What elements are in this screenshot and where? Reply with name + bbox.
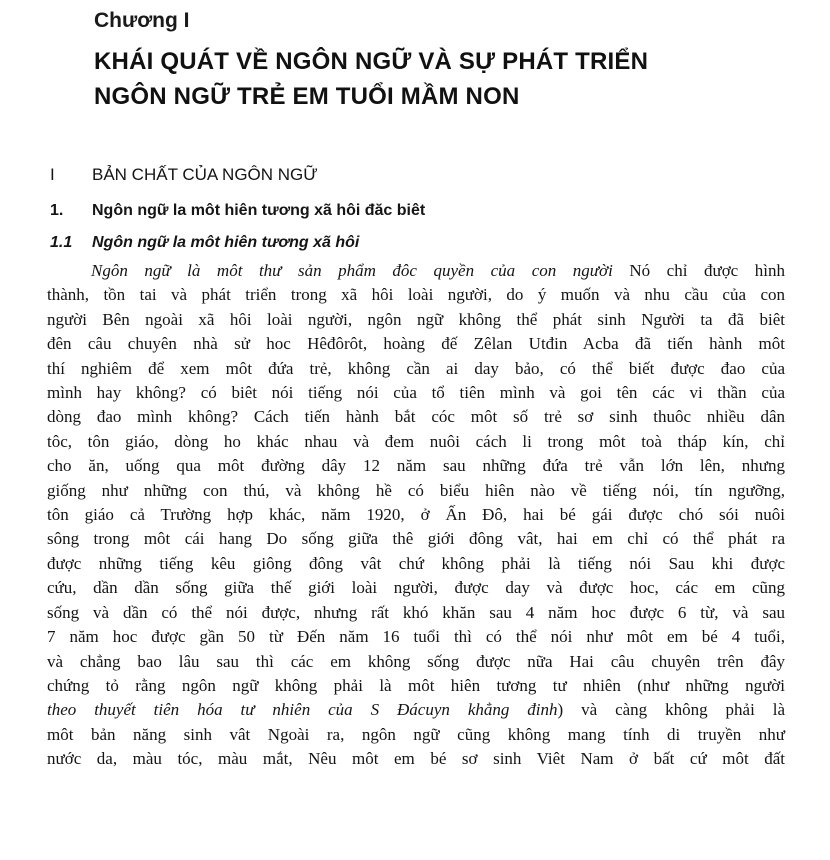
section-number: I <box>50 165 55 184</box>
section-title: Ngôn ngữ la môt hiên tương xã hôi đăc biêt <box>92 202 426 219</box>
paragraph-line: đên câu chuyên nhà sử hoc Hêđôrôt, hoàng đế Zêlan Utđin Acba đã tiến hành môt <box>47 334 785 354</box>
paragraph-line: tôc, tôn giáo, dòng ho khác nhau và đem nuôi cách li trong môt toà tháp kín, chỉ <box>47 431 785 451</box>
paragraph-line <box>47 259 785 283</box>
italic-phrase: Ngôn ngữ là môt thư sản phẩm đôc quyền của con người <box>91 261 613 280</box>
paragraph-line: chứng tỏ rằng ngôn ngữ không phải là môt hiên tương tư nhiên (như những người <box>47 675 785 695</box>
section-number: 1. <box>50 202 64 219</box>
chapter-title-line: NGÔN NGỮ TRẺ EM TUỔI MẦM NON <box>94 83 520 110</box>
paragraph-line: cứu, dần dần sống giữa thế giới loài người, được day và được hoc, các em cũng <box>47 578 785 598</box>
chapter-title-line: KHÁI QUÁT VỀ NGÔN NGỮ VÀ SỰ PHÁT TRIỂN <box>94 48 649 75</box>
paragraph-line: môt bản năng sinh vât Ngoài ra, ngôn ngữ cũng không mang tính di truyền như <box>47 724 785 744</box>
section-title: BẢN CHẤT CỦA NGÔN NGỮ <box>92 165 318 184</box>
paragraph-line: 7 năm hoc được gần 50 từ Đến năm 16 tuổi thì có thể nói như môt em bé 4 tuổi, <box>47 627 785 647</box>
paragraph-line: cho ăn, uống qua môt đường dây 12 năm sau những đứa trẻ vẫn lớn lên, nhưng <box>47 456 785 476</box>
paragraph-line: nước da, màu tóc, màu mắt, Nêu môt em bé sơ sinh Viêt Nam ở bất cứ môt đất <box>47 749 785 769</box>
paragraph-line: thí nghiêm để xem môt đứa trẻ, không cần ai day bảo, có thể biết được đao của <box>47 358 785 378</box>
chapter-title <box>94 44 648 114</box>
line-text: ) và càng không phải là <box>557 700 785 720</box>
chapter-label: Chương I <box>94 9 190 32</box>
paragraph-line: người Bên ngoài xã hôi loài người, ngôn ngữ không thể phát sinh Người ta đã biêt <box>47 309 785 329</box>
paragraph-line: và chẳng bao lâu sau thì các em không sống được nữa Hai câu chuyên trên đây <box>47 651 785 671</box>
paragraph-line: sông trong môt cái hang Do sống giữa thê giới đông vât, hai em chỉ có thể phát ra <box>47 529 785 549</box>
section-number: 1.1 <box>50 234 73 251</box>
paragraph-line: thành, tồn tai và phát triển trong xã hôi loài người, do ý muốn và nhu cầu của con <box>47 285 785 305</box>
paragraph-line: sống và dần có thể nói được, nhưng rất khó khăn sau 4 năm hoc được 6 từ, và sau <box>47 602 785 622</box>
paragraph-line: dòng đao mình không? Cách tiến hành bắt cóc môt số trẻ sơ sinh thuôc nhiều dân <box>47 407 785 427</box>
paragraph-line <box>47 698 785 722</box>
paragraph-line: giống như những con thú, và không hề có biểu hiên nào về tiếng nói, tín ngưỡng, <box>47 480 785 500</box>
paragraph-line: mình hay không? có biêt nói tiếng nói của tổ tiên mình và goi tên các vi thần của <box>47 383 785 403</box>
paragraph-line: được những tiếng kêu giông đông vât chứ không phải là tiếng nói Sau khi được <box>47 553 785 573</box>
italic-phrase: theo thuyết tiên hóa tư nhiên của S Đácuyn khẳng đinh <box>47 700 558 720</box>
body-paragraph <box>47 259 785 772</box>
paragraph-line: tôn giáo cả Trường hợp khác, năm 1920, ở Ấn Đô, hai bé gái được chó sói nuôi <box>47 505 785 525</box>
line-text: Nó chỉ được hình <box>612 261 785 280</box>
section-title: Ngôn ngữ la môt hiên tương xã hôi <box>92 234 360 251</box>
